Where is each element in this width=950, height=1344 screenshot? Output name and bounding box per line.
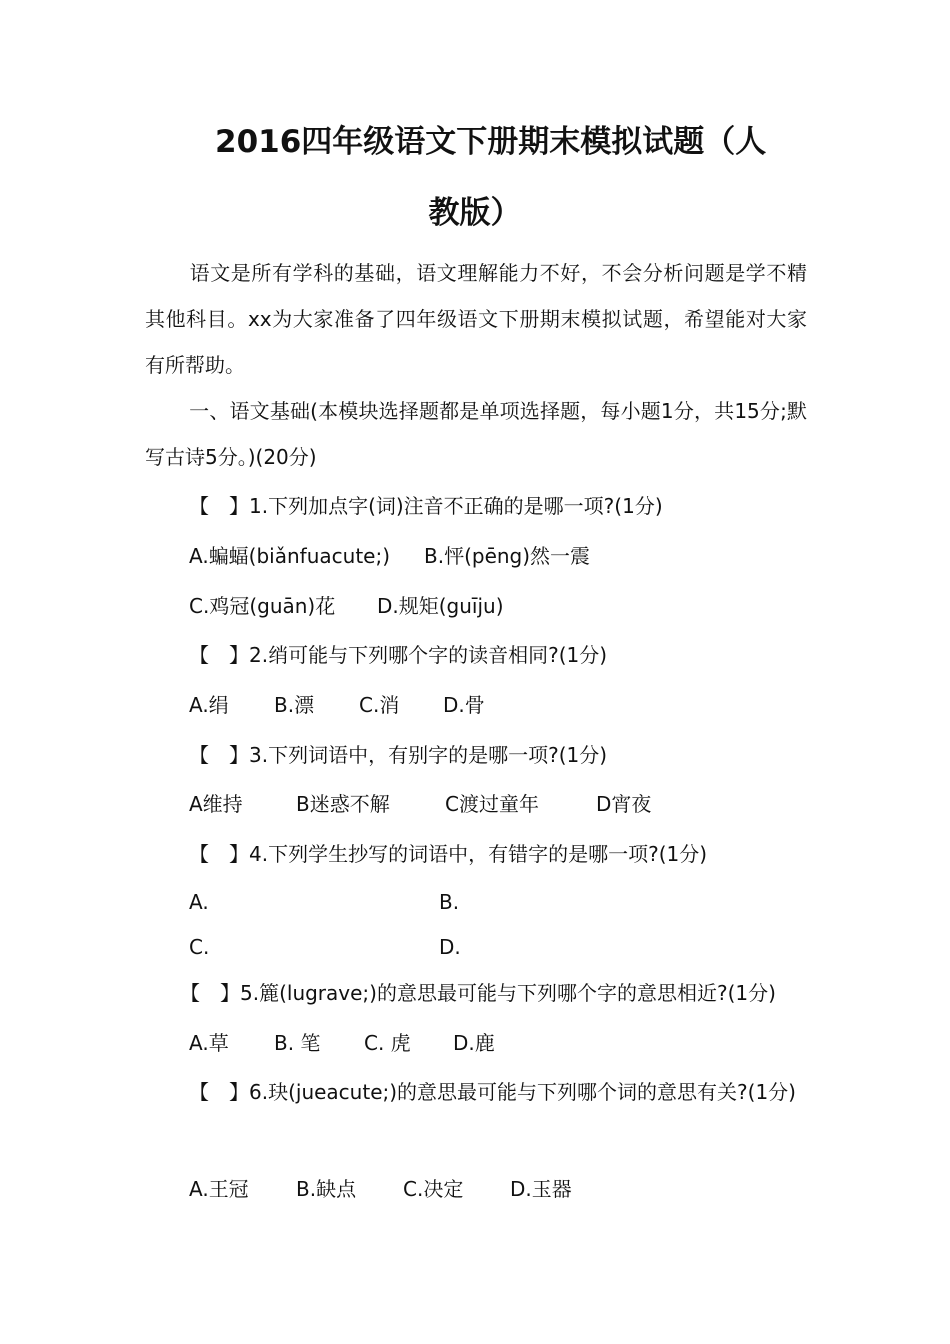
question-6-option-c: C.决定 [403, 1177, 464, 1201]
intro-paragraph [145, 250, 807, 388]
question-4: 【 】4.下列学生抄写的词语中，有错字的是哪一项?(1分) [189, 842, 708, 866]
question-5-option-c: C. 虎 [364, 1031, 411, 1055]
question-1-option-d: D.规矩(guīju) [377, 594, 504, 618]
question-1-option-b: B.怦(pēng)然一震 [424, 544, 591, 568]
question-1: 【 】1.下列加点字(词)注音不正确的是哪一项?(1分) [189, 494, 663, 518]
question-3-option-d: D宵夜 [596, 792, 652, 816]
question-1-option-a: A.蝙蝠(biǎnfuacute;) [189, 544, 391, 568]
question-2: 【 】2.绡可能与下列哪个字的读音相同?(1分) [189, 643, 608, 667]
question-3-option-b: B迷惑不解 [296, 792, 390, 816]
question-2-option-d: D.骨 [443, 693, 485, 717]
question-5-option-b: B. 笔 [274, 1031, 321, 1055]
question-3: 【 】3.下列词语中，有别字的是哪一项?(1分) [189, 743, 608, 767]
question-3-option-a: A维持 [189, 792, 243, 816]
question-5-option-d: D.鹿 [453, 1031, 495, 1055]
question-5: 【 】5.簏(lugrave;)的意思最可能与下列哪个字的意思相近?(1分) [180, 981, 776, 1005]
section-heading-text: 一、语文基础(本模块选择题都是单项选择题，每小题1分，共15分;默写古诗5分。)(20分) [145, 399, 807, 469]
question-6-text: 【 】6.玦(jueacute;)的意思最可能与下列哪个词的意思有关?(1分) [189, 1080, 796, 1104]
question-2-option-b: B.漂 [274, 693, 315, 717]
question-6-option-d: D.玉器 [510, 1177, 572, 1201]
question-2-option-a: A.绢 [189, 693, 229, 717]
question-3-option-c: C渡过童年 [445, 792, 539, 816]
question-6-option-b: B.缺点 [296, 1177, 357, 1201]
question-2-option-c: C.消 [359, 693, 400, 717]
document-title-line1: 2016四年级语文下册期末模拟试题（人 [215, 124, 767, 160]
question-1-option-c: C.鸡冠(guān)花 [189, 594, 336, 618]
question-5-option-a: A.草 [189, 1031, 229, 1055]
question-4-option-a: A. [189, 890, 209, 914]
question-4-option-c: C. [189, 935, 210, 959]
intro-text: 语文是所有学科的基础，语文理解能力不好，不会分析问题是学不精其他科目。xx为大家准备了四年级语文下册期末模拟试题，希望能对大家有所帮助。 [145, 261, 807, 377]
question-6-option-a: A.王冠 [189, 1177, 249, 1201]
question-4-option-b: B. [439, 890, 460, 914]
question-6 [145, 1069, 807, 1115]
section-heading [145, 388, 807, 480]
document-title-line2: 教版） [428, 195, 522, 231]
question-4-option-d: D. [439, 935, 461, 959]
